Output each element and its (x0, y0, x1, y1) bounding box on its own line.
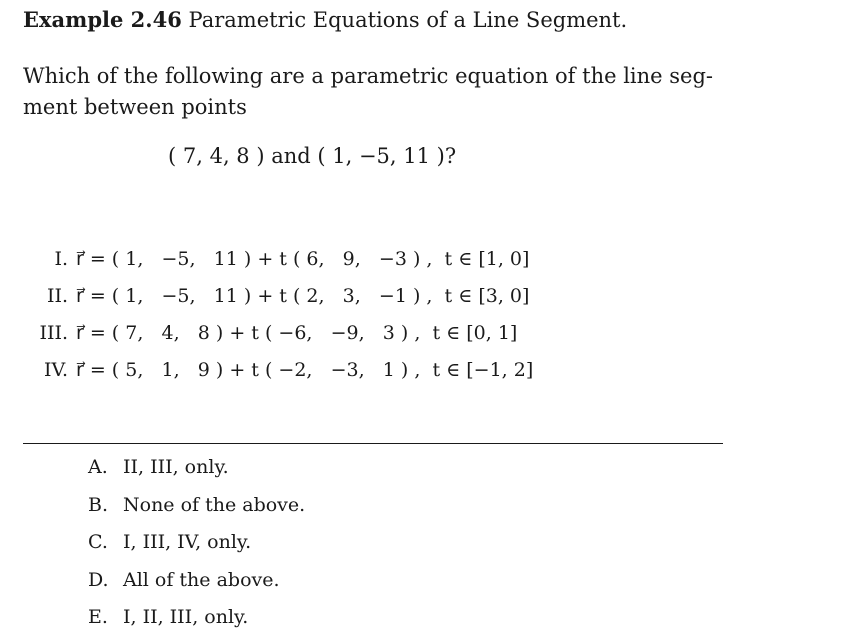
answer-choice-e[interactable] (88, 599, 305, 637)
equation-expression: r⃗ = ( 1, −5, 11 ) + t ( 6, 9, −3 ) , t ∈ [1, 0] (76, 247, 530, 270)
answer-choice-b[interactable] (88, 487, 305, 525)
choice-text: None of the above. (123, 493, 306, 516)
equation-expression: r⃗ = ( 5, 1, 9 ) + t ( −2, −3, 1 ) , t ∈ [−1, 2] (76, 358, 534, 381)
equation-list (28, 240, 533, 388)
choice-text: II, III, only. (123, 456, 229, 478)
equation-numeral: II. (46, 284, 68, 307)
choice-text: All of the above. (123, 568, 280, 591)
choice-text: I, II, III, only. (123, 606, 249, 628)
question-line-1: Which of the following are a parametric equation of the line seg- (23, 64, 713, 88)
answer-choice-a[interactable] (88, 449, 305, 487)
choice-letter: C. (88, 531, 108, 553)
equation-row (28, 240, 533, 277)
example-title (23, 7, 627, 32)
horizontal-divider (23, 443, 723, 444)
answer-choice-c[interactable] (88, 524, 305, 562)
equation-numeral: I. (54, 247, 68, 270)
question-line-2: ment between points (23, 95, 247, 119)
choice-letter: D. (88, 568, 109, 591)
choice-text: I, III, IV, only. (123, 531, 252, 553)
equation-numeral: IV. (44, 358, 68, 381)
equation-numeral: III. (39, 321, 68, 344)
equation-expression: r⃗ = ( 1, −5, 11 ) + t ( 2, 3, −1 ) , t ∈ [3, 0] (76, 284, 530, 307)
example-heading: Parametric Equations of a Line Segment. (188, 8, 628, 32)
answer-choices (88, 449, 305, 637)
equation-row (28, 314, 533, 351)
points-expression: ( 7, 4, 8 ) and ( 1, −5, 11 )? (168, 144, 457, 168)
choice-letter: B. (88, 493, 109, 516)
example-label: Example 2.46 (23, 7, 182, 32)
answer-choice-d[interactable] (88, 562, 305, 600)
question-text (23, 61, 723, 123)
equation-expression: r⃗ = ( 7, 4, 8 ) + t ( −6, −9, 3 ) , t ∈ [0, 1] (76, 321, 518, 344)
choice-letter: A. (88, 456, 108, 478)
equation-row (28, 277, 533, 314)
choice-letter: E. (88, 606, 108, 628)
equation-row (28, 351, 533, 388)
